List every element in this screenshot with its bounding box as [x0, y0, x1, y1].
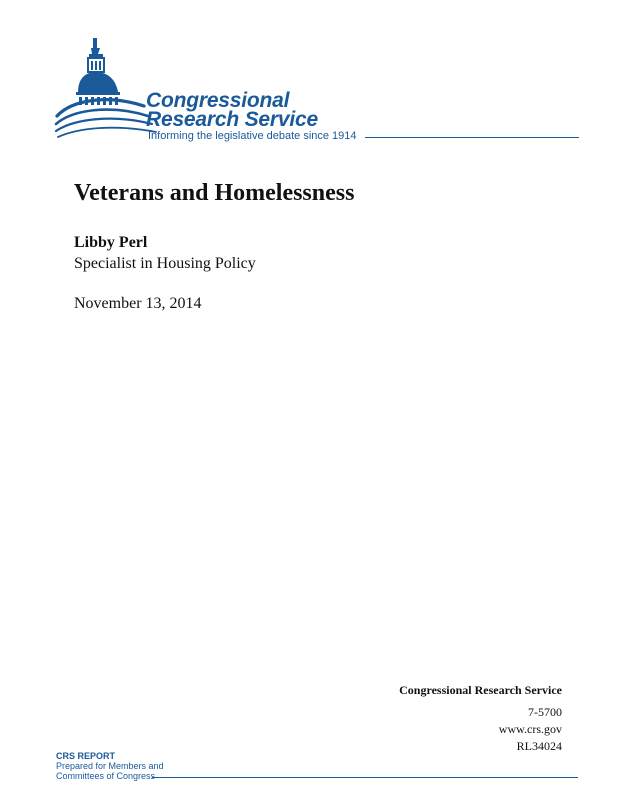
- crs-report-label: CRS REPORT: [56, 751, 116, 761]
- crs-logo: [52, 34, 592, 146]
- prepared-for-line1: Prepared for Members and: [56, 761, 164, 771]
- footer-contact-block: [399, 682, 562, 755]
- logo-org-line1: Congressional: [146, 89, 290, 112]
- report-title: Veterans and Homelessness: [74, 180, 355, 206]
- logo-tagline: Informing the legislative debate since 1914: [148, 130, 357, 142]
- author-name: Libby Perl: [74, 234, 148, 251]
- footer-crs-report-block: [56, 751, 164, 781]
- footer-org: Congressional Research Service: [399, 683, 562, 697]
- author-title: Specialist in Housing Policy: [74, 255, 256, 272]
- footer-divider: [152, 777, 578, 778]
- report-date: November 13, 2014: [74, 295, 202, 312]
- footer-report-number: RL34024: [516, 739, 562, 753]
- prepared-for-line2: Committees of Congress: [56, 771, 156, 781]
- logo-divider: [365, 137, 579, 138]
- logo-org-line2: Research Service: [146, 108, 318, 131]
- footer-website: www.crs.gov: [498, 722, 562, 736]
- footer-phone: 7-5700: [528, 705, 562, 719]
